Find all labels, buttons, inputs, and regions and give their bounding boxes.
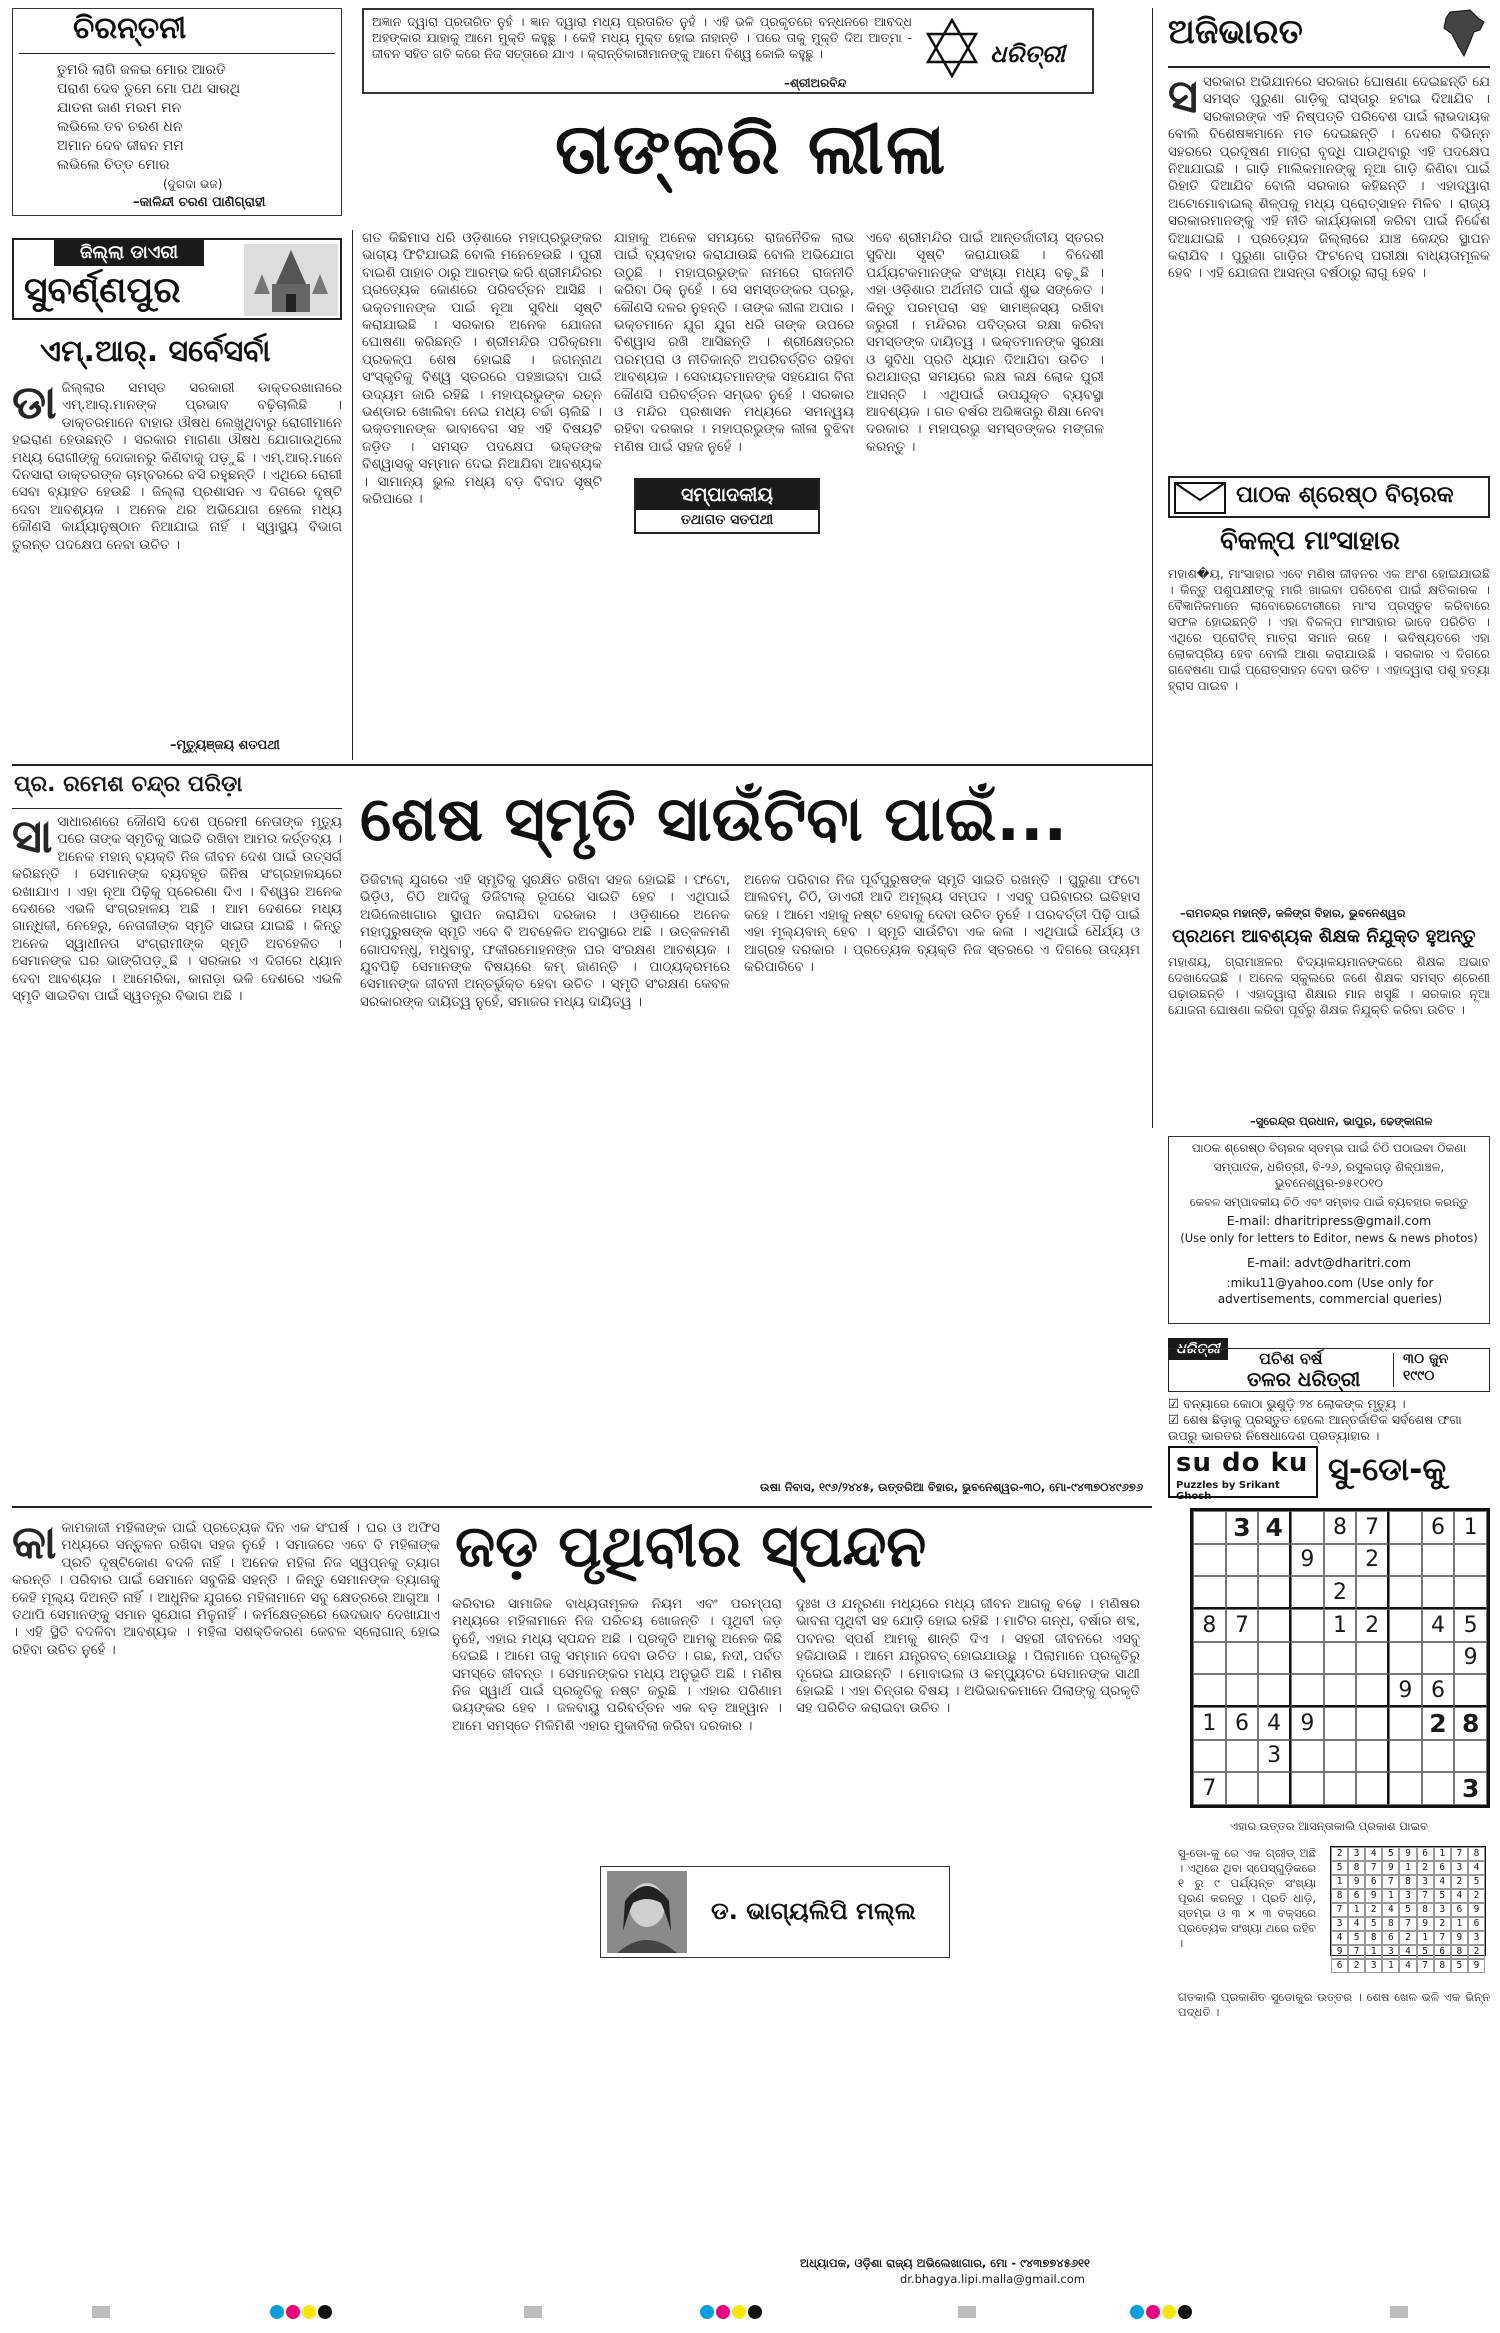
sudoku-cell: 3 (1226, 1511, 1259, 1544)
ajibharat-body (1168, 74, 1490, 466)
answer-cell: 8 (1468, 1847, 1485, 1861)
answer-cell: 3 (1348, 1847, 1365, 1861)
sudoku-cell (1324, 1674, 1357, 1707)
answer-cell: 6 (1468, 1917, 1485, 1931)
contact-box (1168, 1136, 1490, 1324)
chirantani-author: –କାଳିନ୍ଦୀ ଚରଣ ପାଣିଗ୍ରାହୀ (133, 195, 266, 210)
sudoku-cell: 9 (1454, 1642, 1487, 1675)
sudoku-cell (1226, 1772, 1259, 1805)
jada-dropcap: କା (12, 1520, 57, 1569)
letter2-body: ମହାଶୟ, ଗ୍ରାମାଞ୍ଚଳର ବିଦ୍ୟାଳୟମାନଙ୍କରେ ଶିକ୍ଷକ ଅଭାବ ଦେଖାଦେଇଛି । ଅନେକ ସ୍କୁଲରେ ଜଣେ ଶିକ୍ଷକ ସମସ୍ତ ଶ୍ରେଣୀ ପଢ଼ାଉଛନ୍ତି । ଏହାଦ୍ୱାରା ଶିକ୍ଷାର ମାନ ଖସୁଛି । ସରକାର ନୂଆ ଯୋଜନା ଘୋଷଣା କରିବା ପୂର୍ବରୁ ଶିକ୍ଷକ ନିଯୁକ୍ତି କରିବା ଉଚିତ । (1168, 954, 1490, 1017)
editorial-col2: ଯାହାକୁ ଅନେକ ସମୟରେ ରାଜନୈତିକ ଲାଭ ପାଇଁ ବ୍ୟବହାର କରାଯାଉଛି ବୋଲି ଅଭିଯୋଗ ଉଠୁଛି । ମହାପ୍ରଭୁଙ୍କ ନାମରେ ରାଜନୀତି କରିବା ଠିକ୍ ନୁହେଁ । ସେ ସମସ୍ତଙ୍କର ପ୍ରଭୁ, କୌଣସି ଦଳର ନୁହନ୍ତି । ତାଙ୍କ ଲୀଳା ଅପାର । ଭକ୍ତମାନେ ଯୁଗ ଯୁଗ ଧରି ତାଙ୍କ ଉପରେ ବିଶ୍ୱାସ ରଖି ଆସିଛନ୍ତି । ଶ୍ରୀକ୍ଷେତ୍ରର ପରମ୍ପରା ଓ ନୀତିକାନ୍ତି ଅପରିବର୍ତ୍ତିତ ରହିବା ଆବଶ୍ୟକ । ସେବାୟତମାନଙ୍କ ସହଯୋଗ ବିନା କୌଣସି ପରିବର୍ତ୍ତନ ସମ୍ଭବ ନୁହେଁ । ସରକାର ଓ ମନ୍ଦିର ପ୍ରଶାସନ ମଧ୍ୟରେ ସମନ୍ୱୟ ରହିବା ଦରକାର । ମହାପ୍ରଭୁଙ୍କ ଲୀଳା ବୁଝିବା ମଣିଷ ପାଇଁ ସହଜ ନୁହେଁ । (614, 230, 854, 455)
sudoku-cell (1454, 1740, 1487, 1773)
checkbox-icon: ☑ (1168, 1412, 1184, 1427)
contact-email3: :miku11@yahoo.com (Use only for advertisements, commercial queries) (1217, 1276, 1443, 1306)
answer-cell: 2 (1399, 1931, 1416, 1945)
sudoku-cell: 2 (1356, 1544, 1389, 1577)
sudoku-grid (1190, 1508, 1490, 1808)
answer-cell: 9 (1468, 1903, 1485, 1917)
answer-cell: 1 (1382, 1959, 1399, 1973)
anniversary-line1: ପଚିଶ ବର୍ଷ (1259, 1349, 1323, 1368)
editorial-col1: ଗତ କିଛିମାସ ଧରି ଓଡ଼ିଶାରେ ମହାପ୍ରଭୁଙ୍କର ଭାଗ୍ୟ ଫିଟିଯାଇଛି ବୋଲି ମନେହେଉଛି । ପୁରୀ ବାଇଶି ପାହାଚ ଠାରୁ ଆରମ୍ଭ କରି ଶ୍ରୀମନ୍ଦିରର ପ୍ରତ୍ୟେକ କୋଣରେ ପରିବର୍ତ୍ତନ ଆସିଛି । ଭକ୍ତମାନଙ୍କ ପାଇଁ ନୂଆ ସୁବିଧା ସୃଷ୍ଟି କରାଯାଇଛି । ସରକାର ଅନେକ ଯୋଜନା ଘୋଷଣା କରିଛନ୍ତି । ଶ୍ରୀମନ୍ଦିର ପରିକ୍ରମା ପ୍ରକଳ୍ପ ଶେଷ ହୋଇଛି । ଜଗନ୍ନାଥ ସଂସ୍କୃତିକୁ ବିଶ୍ୱ ସ୍ତରରେ ପହଞ୍ଚାଇବା ପାଇଁ ଉଦ୍ୟମ ଜାରି ରହିଛି । ମହାପ୍ରଭୁଙ୍କ ରତ୍ନ ଭଣ୍ଡାର ଖୋଲିବା ନେଇ ମଧ୍ୟ ଚର୍ଚ୍ଚା ଚାଲିଛି । ଭକ୍ତମାନଙ୍କ ଭାବାବେଗ ସହ ଏହି ବିଷୟଟି ଜଡ଼ିତ । ସମସ୍ତ ପଦକ୍ଷେପ ଭକ୍ତଙ୍କ ବିଶ୍ୱାସକୁ ସମ୍ମାନ ଦେଇ ନିଆଯିବା ଆବଶ୍ୟକ । ସାମାନ୍ୟ ଭୁଲ ମଧ୍ୟ ବଡ଼ ବିବାଦ ସୃଷ୍ଟି କରିପାରେ । (362, 230, 602, 508)
smriti-col1-text: ସାଧାରଣରେ କୌଣସି ଦେଶ ପ୍ରେମୀ ନେତାଙ୍କ ମୃତ୍ୟୁ ପରେ ତାଙ୍କ ସ୍ମୃତିକୁ ସାଇତି ରଖିବା ଆମର କର୍ତ୍ତବ୍ୟ । ଅନେକ ମହାନ୍ ବ୍ୟକ୍ତି ନିଜ ଜୀବନ ଦେଶ ପାଇଁ ଉତ୍ସର୍ଗ କରିଛନ୍ତି । ସେମାନଙ୍କ ବ୍ୟବହୃତ ଜିନିଷ ସଂଗ୍ରହାଳୟରେ ରଖାଯାଏ । ଏହା ନୂଆ ପିଢ଼ିକୁ ପ୍ରେରଣା ଦିଏ । ବିଶ୍ୱର ଅନେକ ଦେଶରେ ଏଭଳି ସଂଗ୍ରହାଳୟ ଅଛି । ଆମ ଦେଶରେ ମଧ୍ୟ ଗାନ୍ଧିଜୀ, ନେହେରୁ, ନେତାଜୀଙ୍କ ସ୍ମୃତି ସାଇତା ଯାଇଛି । କିନ୍ତୁ ଅନେକ ସ୍ୱାଧୀନତା ସଂଗ୍ରାମୀଙ୍କ ସ୍ମୃତି ଅବହେଳିତ । ସେମାନଙ୍କ ଘର ଭାଙ୍ଗିପଡ଼ୁଛି । ସରକାର ଏ ଦିଗରେ ଧ୍ୟାନ ଦେବା ଆବଶ୍ୟକ । ଆମେରିକା, କାନାଡ଼ା ଭଳି ଦେଶରେ ଏଭଳି ସ୍ମୃତି ସାଇତିବା ପାଇଁ ସ୍ୱତନ୍ତ୍ର ବିଭାଗ ଅଛି । (12, 814, 342, 1005)
sudoku-cell (1356, 1740, 1389, 1773)
sudoku-cell (1226, 1740, 1259, 1773)
sudoku-cell (1258, 1544, 1291, 1577)
print-bar (92, 2306, 110, 2318)
answer-cell: 8 (1365, 1931, 1382, 1945)
contact-email2: E-mail: advt@dharitri.com (1246, 1255, 1412, 1270)
answer-cell: 4 (1451, 1889, 1468, 1903)
sudoku-cell (1324, 1772, 1357, 1805)
answer-cell: 5 (1417, 1945, 1434, 1959)
sudoku-cell (1291, 1674, 1324, 1707)
sudoku-cell (1291, 1772, 1324, 1805)
smriti-dropcap: ସା (12, 814, 53, 863)
answer-cell: 3 (1434, 1903, 1451, 1917)
reader-title: ପାଠକ ଶ୍ରେଷ୍ଠ ବିଚାରକ (1236, 482, 1454, 508)
sudoku-cell (1389, 1642, 1422, 1675)
answer-cell: 8 (1451, 1945, 1468, 1959)
answer-cell: 7 (1417, 1959, 1434, 1973)
sudoku-cell: 8 (1324, 1511, 1357, 1544)
editorial-headline: ତାଙ୍କରି ଲୀଳା (555, 108, 948, 190)
district-diary-district: ସୁବର୍ଣ୍ଣପୁର (24, 270, 181, 311)
magenta-dot (1146, 2305, 1160, 2319)
ajibharat-banner (1168, 8, 1490, 60)
district-diary-headline: ଏମ୍.ଆର୍. ସର୍ବେସର୍ବା (40, 334, 271, 369)
jada-address: ଅଧ୍ୟାପକ, ଓଡ଼ିଶା ରାଜ୍ୟ ଅଭିଲେଖାଗାର, ମୋ - ୯୪୩୭୭୪୫୬୧୧ (800, 2256, 1091, 2270)
sudoku-cell: 6 (1226, 1707, 1259, 1740)
sudoku-header (1168, 1446, 1490, 1502)
sudoku-cell (1389, 1707, 1422, 1740)
answer-cell: 6 (1451, 1903, 1468, 1917)
editorial-col3: ଏବେ ଶ୍ରୀମନ୍ଦିର ପାଇଁ ଆନ୍ତର୍ଜାତୀୟ ସ୍ତରର ସୁବିଧା ସୃଷ୍ଟି କରାଯାଉଛି । ବିଦେଶୀ ପର୍ଯ୍ୟଟକମାନଙ୍କ ସଂଖ୍ୟା ମଧ୍ୟ ବଢ଼ୁଛି । ଏହା ଓଡ଼ିଶାର ଅର୍ଥନୀତି ପାଇଁ ଶୁଭ ସଙ୍କେତ । କିନ୍ତୁ ପରମ୍ପରା ସହ ସାମଞ୍ଜସ୍ୟ ରଖିବା ଜରୁରୀ । ମନ୍ଦିରର ପବିତ୍ରତା ରକ୍ଷା କରିବା ସମସ୍ତଙ୍କ ଦାୟିତ୍ୱ । ଭକ୍ତମାନଙ୍କ ସୁରକ୍ଷା ଓ ସୁବିଧା ପ୍ରତି ଧ୍ୟାନ ଦିଆଯିବା ଉଚିତ । ରଥଯାତ୍ରା ସମୟରେ ଲକ୍ଷ ଲକ୍ଷ ଲୋକ ପୁରୀ ଆସନ୍ତି । ଏଥିପାଇଁ ଉପଯୁକ୍ତ ବ୍ୟବସ୍ଥା ଆବଶ୍ୟକ । ଗତ ବର୍ଷର ଅଭିଜ୍ଞତାରୁ ଶିକ୍ଷା ନେବା ଦରକାର । ମହାପ୍ରଭୁ ସମସ୍ତଙ୍କର ମଙ୍ଗଳ କରନ୍ତୁ । (866, 230, 1104, 455)
sudoku-answer-note: ଏହାର ଉତ୍ତର ଆସନ୍ତାକାଲି ପ୍ରକାଶ ପାଇବ (1230, 1819, 1428, 1833)
sudoku-cell (1454, 1674, 1487, 1707)
ajibharat-dropcap: ସ (1168, 74, 1198, 123)
district-diary-text: ଜିଲ୍ଲାର ସମସ୍ତ ସରକାରୀ ଡାକ୍ତରଖାନାରେ ଏମ୍.ଆର୍.ମାନଙ୍କ ପ୍ରଭାବ ବଢ଼ିଚାଲିଛି । ଡାକ୍ତରମାନେ ବାହାର ଔଷଧ ଲେଖୁଥିବାରୁ ରୋଗୀମାନେ ହଇରାଣ ହେଉଛନ୍ତି । ସରକାର ମାଗଣା ଔଷଧ ଯୋଗାଉଥିଲେ ମଧ୍ୟ ରୋଗୀଙ୍କୁ ଦୋକାନରୁ କିଣିବାକୁ ପଡ଼ୁଛି । ଏମ୍.ଆର୍.ମାନେ ଦିନସାରା ଡାକ୍ତରଙ୍କ ଚାମ୍ବରରେ ବସି ରହୁଛନ୍ତି । ଏଥିରେ ରୋଗୀ ସେବା ବ୍ୟାହତ ହେଉଛି । ଜିଲ୍ଲା ପ୍ରଶାସନ ଏ ଦିଗରେ ଦୃଷ୍ଟି ଦେବା ଆବଶ୍ୟକ । ଅନେକ ଥର ଅଭିଯୋଗ ହେଲେ ମଧ୍ୟ କୌଣସି କାର୍ଯ୍ୟାନୁଷ୍ଠାନ ନିଆଯାଇ ନାହିଁ । ସ୍ୱାସ୍ଥ୍ୟ ବିଭାଗ ତୁରନ୍ତ ପଦକ୍ଷେପ ନେବା ଉଚିତ । (12, 380, 342, 553)
anniversary-box (1168, 1334, 1490, 1443)
district-diary-banner (12, 238, 342, 320)
cyan-dot (270, 2305, 284, 2319)
sudoku-answer-grid (1330, 1846, 1486, 1971)
ajibharat-title: ଅଜିଭାରତ (1168, 12, 1303, 52)
reader-banner (1168, 476, 1490, 518)
sudoku-cell: 8 (1193, 1609, 1226, 1642)
sudoku-cell: 9 (1291, 1707, 1324, 1740)
answer-cell: 9 (1348, 1875, 1365, 1889)
letter1-author: –ରାମଚନ୍ଦ୍ର ମହାନ୍ତି, କଳିଙ୍ଗ ବିହାର, ଭୁବନେଶ୍ୱର (1180, 906, 1406, 920)
sudoku-cell (1258, 1674, 1291, 1707)
answer-cell: 2 (1451, 1875, 1468, 1889)
sudoku-cell (1389, 1544, 1422, 1577)
answer-cell: 6 (1417, 1847, 1434, 1861)
smriti-col1 (12, 814, 342, 1500)
chirantani-title: ଚିରନ୍ତନୀ (73, 11, 187, 46)
black-dot (1178, 2305, 1192, 2319)
answer-cell: 2 (1348, 1959, 1365, 1973)
contact-note: କେବଳ ସମ୍ପାଦକୀୟ ଚିଠି ଏବଂ ସମ୍ବାଦ ପାଇଁ ବ୍ୟବହାର କରନ୍ତୁ (1189, 1195, 1469, 1209)
answer-cell: 5 (1382, 1847, 1399, 1861)
top-quote-text: ଅଜ୍ଞାନ ଦ୍ୱାରା ପ୍ରତାରିତ ନୁହଁ । ଜ୍ଞାନ ଦ୍ୱାରା ମଧ୍ୟ ପ୍ରତାରିତ ନୁହଁ । ଏହି ଭଳି ପ୍ରକୃତରେ ବନ୍ଧନରେ ଆବଦ୍ଧ ଅହଙ୍କାର ଯାହାକୁ ଆମେ ମୁକ୍ତି କହୁଛୁ । କେହି ମଧ୍ୟ ମୁକ୍ତ ହୋଇ ନାହାନ୍ତି । ପରେ ତାକୁ ମୁକ୍ତି ଦିଅ ଆତ୍ମା - ଜୀବନ ସହିତ ଗତି କରେ ନିଜ ସତ୍ତାରେ ଯାଏ । କ୍ରାନ୍ତିକାରୀମାନଙ୍କୁ ଆମେ ବିଶ୍ୱ କୋଲି କହୁଛୁ । (372, 14, 912, 61)
jada-col3: ଦୁଃଖ ଓ ଯନ୍ତ୍ରଣା ମଧ୍ୟରେ ମଧ୍ୟ ଜୀବନ ଆଗକୁ ବଢ଼େ । ମଣିଷର ଭାବନା ପୃଥିବୀ ସହ ଯୋଡ଼ି ହୋଇ ରହିଛି । ମାଟିର ଗନ୍ଧ, ବର୍ଷାର ଶବ୍ଦ, ପବନର ସ୍ପର୍ଶ ଆମକୁ ଶାନ୍ତି ଦିଏ । ସହରୀ ଜୀବନରେ ଏସବୁ ହଜିଯାଉଛି । ଆମେ ଯନ୍ତ୍ରବତ୍ ହୋଇଯାଉଛୁ । ପିଲାମାନେ ପ୍ରକୃତିରୁ ଦୂରେଇ ଯାଉଛନ୍ତି । ମୋବାଇଲ ଓ କମ୍ପ୍ୟୁଟର ସେମାନଙ୍କ ସାଥୀ ହୋଇଛି । ଏହା ଚିନ୍ତାର ବିଷୟ । ଅଭିଭାବକମାନେ ପିଲାଙ୍କୁ ପ୍ରକୃତି ସହ ପରିଚିତ କରାଇବା ଉଚିତ । (796, 1596, 1140, 1717)
ajibharat-text: ସରକାର ଅଭିଯାନରେ ସରକାର ଘୋଷଣା ଦେଇଛନ୍ତି ଯେ ସମସ୍ତ ପୁରୁଣା ଗାଡ଼ିକୁ ରାସ୍ତାରୁ ହଟାଇ ଦିଆଯିବ । ସରକାରଙ୍କ ଏହି ନିଷ୍ପତ୍ତି ପରିବେଶ ପାଇଁ ଲାଭଦାୟକ ବୋଲି ବିଶେଷଜ୍ଞମାନେ ମତ ଦେଇଛନ୍ତି । ଦେଶର ବିଭିନ୍ନ ସହରରେ ପ୍ରଦୂଷଣ ମାତ୍ରା ବୃଦ୍ଧି ପାଉଥିବାରୁ ଏହି ପଦକ୍ଷେପ ନିଆଯାଇଛି । ଗାଡ଼ି ମାଲିକମାନଙ୍କୁ ନୂଆ ଗାଡ଼ି କିଣିବା ପାଇଁ ରିହାତି ଦିଆଯିବ ବୋଲି ସରକାର କହିଛନ୍ତି । ଏହାଦ୍ୱାରା ଅଟୋମୋବାଇଲ୍ ଶିଳ୍ପକୁ ମଧ୍ୟ ପ୍ରୋତ୍ସାହନ ମିଳିବ । ରାଜ୍ୟ ସରକାରମାନଙ୍କୁ ଏହି ନୀତି କାର୍ଯ୍ୟକାରୀ କରିବା ପାଇଁ ନିର୍ଦ୍ଦେଶ ଦିଆଯାଇଛି । ପ୍ରତ୍ୟେକ ଜିଲ୍ଲାରେ ଯାଞ୍ଚ କେନ୍ଦ୍ର ସ୍ଥାପନ କରାଯିବ । ପୁରୁଣା ଗାଡ଼ିର ଫିଟନେସ୍ ପରୀକ୍ଷା ବାଧ୍ୟତାମୂଳକ ହେବ । ଏହି ଯୋଜନା ଆସନ୍ତା ବର୍ଷଠାରୁ ଲାଗୁ ହେବ । (1168, 74, 1490, 282)
answer-cell: 4 (1348, 1917, 1365, 1931)
sudoku-cell (1193, 1674, 1226, 1707)
smriti-headline: ଶେଷ ସ୍ମୃତି ସାଉଁଟିବା ପାଇଁ... (360, 782, 1068, 855)
contact-intro: ପାଠକ ଶ୍ରେଷ୍ଠ ବିଚାରକ ସ୍ତମ୍ଭ ପାଇଁ ଚିଠି ପଠାଇବା ଠିକଣା (1191, 1141, 1467, 1155)
district-diary-label: ଜିଲ୍ଲା ଡାଏରୀ (54, 240, 204, 266)
answer-cell: 2 (1331, 1847, 1348, 1861)
sudoku-instructions: ସୁ-ଡୋ-କୁ ରେ ଏକ ଗ୍ରୀଡ୍ ଅଛି । ଏଥିରେ ଥିବା ସ୍ପେସ୍‌ଗୁଡ଼ିକରେ ୧ ରୁ ୯ ପର୍ଯ୍ୟନ୍ତ ସଂଖ୍ୟା ପୂରଣ କରନ୍ତୁ । ପ୍ରତି ଧାଡ଼ି, ସ୍ତମ୍ଭ ଓ ୩ × ୩ ବକ୍ସରେ ପ୍ରତ୍ୟେକ ସଂଖ୍ୟା ଥରେ ରହିବ । (1178, 1846, 1316, 1950)
sudoku-cell (1324, 1642, 1357, 1675)
india-map-icon (1440, 8, 1488, 64)
chirantani-rule (19, 53, 335, 54)
answer-cell: 9 (1365, 1889, 1382, 1903)
answer-cell: 6 (1331, 1959, 1348, 1973)
sudoku-brand-box (1168, 1446, 1318, 1502)
answer-cell: 9 (1331, 1945, 1348, 1959)
sudoku-cell: 4 (1422, 1609, 1455, 1642)
jada-author-box (600, 1866, 950, 1958)
jada-author: ଡ. ଭାଗ୍ୟଲିପି ମଲ୍ଲ (711, 1897, 916, 1925)
contact-email1: E-mail: dharitripress@gmail.com (1226, 1213, 1432, 1228)
editorial-left-rule (352, 230, 353, 760)
smriti-col3: ଅନେକ ପରିବାର ନିଜ ପୂର୍ବପୁରୁଷଙ୍କ ସ୍ମୃତି ସାଇତି ରଖନ୍ତି । ପୁରୁଣା ଫଟୋ ଆଲବମ୍, ଚିଠି, ଡାଏରୀ ଆଦି ଅମୂଲ୍ୟ ସମ୍ପଦ । ଏସବୁ ପରିବାରର ଇତିହାସ କହେ । ଆମେ ଏହାକୁ ନଷ୍ଟ ହେବାକୁ ଦେବା ଉଚିତ ନୁହେଁ । ପରବର୍ତ୍ତୀ ପିଢ଼ି ପାଇଁ ଏହା ମୂଲ୍ୟବାନ୍ ହେବ । ସ୍ମୃତି ସାଉଁଟିବା ଏକ କଳା । ଏଥିପାଇଁ ଧୈର୍ଯ୍ୟ ଓ ଆଗ୍ରହ ଦରକାର । ପ୍ରତ୍ୟେକ ବ୍ୟକ୍ତି ନିଜ ସ୍ତରରେ ଏ ଦିଗରେ ଉଦ୍ୟମ କରିପାରିବେ । (744, 872, 1140, 976)
sudoku-cell: 1 (1193, 1707, 1226, 1740)
top-quote-author: –ଶ୍ରୀଅରବିନ୍ଦ (784, 76, 847, 90)
letter1-title: ବିକଳ୍ପ ମାଂସାହାର (1220, 526, 1400, 556)
answer-cell: 5 (1348, 1931, 1365, 1945)
jada-headline: ଜଡ଼ ପୃଥିବୀର ସ୍ପନ୍ଦନ (455, 1512, 927, 1580)
sudoku-cell (1454, 1544, 1487, 1577)
answer-cell: 9 (1399, 1847, 1416, 1861)
chirantani-source: (ଦୁଗଦା ଭଜ) (163, 177, 223, 191)
answer-cell: 3 (1417, 1875, 1434, 1889)
answer-cell: 8 (1434, 1959, 1451, 1973)
checkbox-icon: ☑ (1168, 1396, 1184, 1411)
answer-cell: 2 (1417, 1861, 1434, 1875)
sudoku-cell (1291, 1740, 1324, 1773)
answer-cell: 8 (1382, 1917, 1399, 1931)
answer-cell: 9 (1382, 1861, 1399, 1875)
sudoku-cell (1422, 1642, 1455, 1675)
letter1-body: ମହାଶ�ୟ, ମାଂସାହାର ଏବେ ମଣିଷ ଜୀବନର ଏକ ଅଂଶ ହୋଇଯାଇଛି । କିନ୍ତୁ ପଶୁପକ୍ଷୀଙ୍କୁ ମାରି ଖାଇବା ପରିବେଶ ପାଇଁ କ୍ଷତିକାରକ । ବୈଜ୍ଞାନିକମାନେ ଲାବୋରେଟୋରୀରେ ମାଂସ ପ୍ରସ୍ତୁତ କରିବାରେ ସଫଳ ହୋଇଛନ୍ତି । ଏହା ବିକଳ୍ପ ମାଂସାହାର ଭାବେ ପରିଚିତ । ଏଥିରେ ପ୍ରୋଟିନ୍ ମାତ୍ରା ସମାନ ରହେ । ଭବିଷ୍ୟତରେ ଏହା ଲୋକପ୍ରିୟ ହେବ ବୋଲି ଆଶା କରାଯାଉଛି । ସରକାର ଏ ଦିଗରେ ଗବେଷଣା ପାଇଁ ପ୍ରୋତ୍ସାହନ ଦେବା ଉଚିତ । ଏହାଦ୍ୱାରା ପଶୁ ହତ୍ୟା ହ୍ରାସ ପାଇବ । (1168, 566, 1490, 693)
editorial-editor: ତଥାଗତ ସତପଥୀ (680, 512, 774, 528)
answer-cell: 6 (1348, 1889, 1365, 1903)
sudoku-cell (1324, 1740, 1357, 1773)
anniversary-item1-text: ବନ୍ୟାରେ କୋଠା ଭୁଶୁଡ଼ି ୨୪ ଲୋକଙ୍କ ମୃତ୍ୟୁ । (1183, 1396, 1406, 1411)
answer-cell: 4 (1434, 1875, 1451, 1889)
sudoku-cell (1291, 1609, 1324, 1642)
anniversary-item1 (1168, 1396, 1490, 1412)
print-bar (958, 2306, 976, 2318)
yellow-dot (302, 2305, 316, 2319)
answer-cell: 5 (1399, 1903, 1416, 1917)
sudoku-cell: 2 (1324, 1576, 1357, 1609)
answer-cell: 3 (1468, 1931, 1485, 1945)
answer-cell: 2 (1434, 1917, 1451, 1931)
sudoku-cell (1389, 1609, 1422, 1642)
answer-cell: 4 (1399, 1959, 1416, 1973)
chirantani-poem: ତୁମରି ଲାଗି ଜଳଇ ମୋର ଆରତି ପରାଣ ଦେବ ତୁମେ ମୋ ପଥ ସାରଥି ଯାତନା ଜାଣ ମରମ ମନ ଲଭିଲେ ତବ ଚରଣ ଧନ ଅମାନ ଦେବ ଜୀବନ ମମ ଲଭିଲେ ଚିତ୍ତ ମୋର (57, 62, 241, 173)
sudoku-cell (1226, 1576, 1259, 1609)
sudoku-cell: 7 (1356, 1511, 1389, 1544)
editorial-right-rule (1152, 8, 1153, 1128)
answer-cell: 9 (1468, 1959, 1485, 1973)
letter2-author: –ସୁରେନ୍ଦ୍ର ପ୍ରଧାନ, ଭାପୁର, ଢେଙ୍କାନାଳ (1250, 1114, 1433, 1128)
sudoku-cell (1193, 1642, 1226, 1675)
sudoku-cell (1422, 1576, 1455, 1609)
answer-cell: 7 (1348, 1945, 1365, 1959)
smriti-top-rule (12, 764, 1152, 766)
sudoku-cell (1193, 1511, 1226, 1544)
jada-top-rule (12, 1506, 1152, 1508)
answer-cell: 8 (1417, 1903, 1434, 1917)
sudoku-cell (1389, 1740, 1422, 1773)
sudoku-cell (1291, 1642, 1324, 1675)
answer-cell: 1 (1399, 1861, 1416, 1875)
answer-cell: 5 (1331, 1861, 1348, 1875)
sudoku-cell: 7 (1193, 1772, 1226, 1805)
jada-email: dr.bhagya.lipi.malla@gmail.com (900, 2272, 1085, 2286)
cyan-dot (700, 2305, 714, 2319)
sudoku-cell (1324, 1544, 1357, 1577)
yellow-dot (1162, 2305, 1176, 2319)
sudoku-cell: 4 (1258, 1511, 1291, 1544)
sudoku-cell (1356, 1674, 1389, 1707)
answer-cell: 9 (1417, 1917, 1434, 1931)
anniversary-item2 (1168, 1412, 1490, 1444)
answer-cell: 4 (1365, 1847, 1382, 1861)
anniversary-item2-text: ଶେଷ ଛିଡ଼ାକୁ ପ୍ରସ୍ତୁତ ହେଲେ ଆନ୍ତର୍ଜାତିକ ସର୍ବଶେଷ ଫଗା ଉପରୁ ଭାରତର ନିଷେଧାଦେଶ ପ୍ରତ୍ୟାହାର । (1168, 1412, 1462, 1443)
contact-address: ସମ୍ପାଦକ, ଧରିତ୍ରୀ, ବି-୨୬, ରସୁଲଗଡ଼ ଶିଳ୍ପାଞ୍ଚଳ, ଭୁବନେଶ୍ୱର-୭୫୧୦୧୦ (1213, 1160, 1445, 1190)
jada-col1-text: କାମକାଜୀ ମହିଳାଙ୍କ ପାଇଁ ପ୍ରତ୍ୟେକ ଦିନ ଏକ ସଂଘର୍ଷ । ଘର ଓ ଅଫିସ ମଧ୍ୟରେ ସନ୍ତୁଳନ ରଖିବା ସହଜ ନୁହେଁ । ସମାଜରେ ଏବେ ବି ମହିଳାଙ୍କ ପ୍ରତି ଦୃଷ୍ଟିକୋଣ ବଦଳି ନାହିଁ । ଅନେକ ମହିଳା ନିଜ ସ୍ୱପ୍ନକୁ ତ୍ୟାଗ କରନ୍ତି । ପରିବାର ପାଇଁ ସେମାନେ ସବୁକିଛି ସହନ୍ତି । କିନ୍ତୁ ସେମାନଙ୍କ ତ୍ୟାଗକୁ କେହି ମୂଲ୍ୟ ଦିଅନ୍ତି ନାହିଁ । ଆଧୁନିକ ଯୁଗରେ ମହିଳାମାନେ ସବୁ କ୍ଷେତ୍ରରେ ଆଗୁଆ । ତଥାପି ସେମାନଙ୍କୁ ସମାନ ସୁଯୋଗ ମିଳୁନାହିଁ । କର୍ମକ୍ଷେତ୍ରରେ ଭେଦଭାବ ଦେଖାଯାଏ । ଏହି ସ୍ଥିତି ବଦଳିବା ଆବଶ୍ୟକ । ମହିଳା ସଶକ୍ତିକରଣ କେବଳ ସ୍ଲୋଗାନ୍ ହୋଇ ରହିବା ଉଚିତ ନୁହେଁ । (12, 1520, 440, 1658)
answer-cell: 6 (1434, 1861, 1451, 1875)
sudoku-subtitle: Puzzles by Srikant Ghosh (1176, 1480, 1280, 1502)
black-dot (318, 2305, 332, 2319)
magenta-dot (286, 2305, 300, 2319)
magenta-dot (716, 2305, 730, 2319)
sudoku-cell: 1 (1324, 1609, 1357, 1642)
answer-cell: 7 (1434, 1931, 1451, 1945)
sudoku-cell: 3 (1258, 1740, 1291, 1773)
sudoku-cell (1389, 1511, 1422, 1544)
answer-cell: 4 (1331, 1931, 1348, 1945)
answer-cell: 7 (1382, 1875, 1399, 1889)
sudoku-cell (1193, 1576, 1226, 1609)
letter2-title: ପ୍ରଥମେ ଆବଶ୍ୟକ ଶିକ୍ଷକ ନିଯୁକ୍ତ ହୁଅନ୍ତୁ (1172, 926, 1476, 947)
sudoku-cell: 6 (1422, 1674, 1455, 1707)
answer-cell: 4 (1382, 1903, 1399, 1917)
district-diary-dropcap: ଡା (12, 380, 57, 429)
answer-cell: 1 (1417, 1931, 1434, 1945)
sudoku-cell: 8 (1454, 1707, 1487, 1740)
district-diary-body (12, 380, 342, 734)
sudoku-cell (1356, 1707, 1389, 1740)
smriti-address: ଉଷା ନିବାସ, ୧୯୬/୨୪୪୫, ଉତ୍ତରିଆ ବିହାର, ଭୁବନେଶ୍ୱର-୩୦, ମୋ-୯୪୩୭୦୪୯୬୭୬ (760, 1480, 1144, 1494)
answer-cell: 8 (1399, 1875, 1416, 1889)
answer-cell: 7 (1417, 1889, 1434, 1903)
answer-cell: 3 (1382, 1945, 1399, 1959)
sudoku-cell (1356, 1576, 1389, 1609)
answer-cell: 1 (1451, 1917, 1468, 1931)
sudoku-odia-title: ସୁ-ଡୋ-କୁ (1328, 1450, 1447, 1488)
sudoku-cell: 5 (1454, 1609, 1487, 1642)
answer-cell: 5 (1468, 1875, 1485, 1889)
smriti-byline-rule (12, 808, 342, 809)
answer-cell: 3 (1331, 1917, 1348, 1931)
sudoku-cell (1193, 1544, 1226, 1577)
sudoku-cell: 2 (1422, 1707, 1455, 1740)
answer-cell: 7 (1451, 1847, 1468, 1861)
answer-cell: 4 (1468, 1861, 1485, 1875)
district-diary-author: –ମୃତ୍ୟୁଞ୍ଜୟ ଶତପଥୀ (170, 738, 280, 753)
ajibharat-rule (1168, 66, 1490, 68)
cyan-dot (1130, 2305, 1144, 2319)
answer-cell: 2 (1468, 1945, 1485, 1959)
sudoku-cell (1258, 1772, 1291, 1805)
answer-cell: 2 (1365, 1903, 1382, 1917)
sudoku-cell (1356, 1772, 1389, 1805)
answer-cell: 7 (1399, 1917, 1416, 1931)
sudoku-cell (1226, 1642, 1259, 1675)
top-quote-box (362, 8, 1094, 94)
contact-email1-note: (Use only for letters to Editor, news & news photos) (1180, 1231, 1478, 1245)
star-icon (924, 18, 980, 84)
sudoku-cell: 3 (1454, 1772, 1487, 1805)
print-bar (1390, 2306, 1408, 2318)
sudoku-cell (1389, 1576, 1422, 1609)
sudoku-cell: 1 (1454, 1511, 1487, 1544)
answer-cell: 6 (1382, 1931, 1399, 1945)
sudoku-cell: 2 (1356, 1609, 1389, 1642)
sudoku-cell (1422, 1772, 1455, 1805)
answer-cell: 3 (1365, 1959, 1382, 1973)
anniversary-logo: ଧରିତ୍ରୀ (1168, 1338, 1228, 1360)
sudoku-cell (1422, 1544, 1455, 1577)
sudoku-cell (1356, 1642, 1389, 1675)
sudoku-cell (1422, 1740, 1455, 1773)
author-photo (607, 1871, 687, 1953)
sudoku-cell (1258, 1642, 1291, 1675)
answer-cell: 7 (1365, 1861, 1382, 1875)
answer-cell: 8 (1331, 1889, 1348, 1903)
answer-cell: 1 (1348, 1903, 1365, 1917)
sudoku-cell (1258, 1576, 1291, 1609)
answer-cell: 4 (1399, 1945, 1416, 1959)
print-bar (524, 2306, 542, 2318)
anniversary-divider (1393, 1353, 1394, 1387)
answer-cell: 3 (1399, 1889, 1416, 1903)
sudoku-cell (1193, 1740, 1226, 1773)
answer-cell: 5 (1451, 1959, 1468, 1973)
sudoku-brand: su do ku (1176, 1448, 1309, 1478)
answer-cell: 3 (1451, 1861, 1468, 1875)
answer-cell: 5 (1365, 1917, 1382, 1931)
answer-cell: 1 (1365, 1945, 1382, 1959)
sudoku-cell (1454, 1576, 1487, 1609)
sudoku-cell: 4 (1258, 1707, 1291, 1740)
sudoku-cell: 9 (1291, 1544, 1324, 1577)
smriti-byline: ପ୍ର. ରମେଶ ଚନ୍ଦ୍ର ପରିଡ଼ା (14, 772, 243, 797)
answer-cell: 9 (1451, 1931, 1468, 1945)
anniversary-line2: ତଳର ଧରିତ୍ରୀ (1247, 1367, 1361, 1391)
sudoku-cell: 6 (1422, 1511, 1455, 1544)
answer-cell: 2 (1468, 1889, 1485, 1903)
answer-cell: 7 (1331, 1903, 1348, 1917)
temple-icon (244, 244, 338, 320)
answer-cell: 1 (1382, 1889, 1399, 1903)
sudoku-footer: ଗତକାଲି ପ୍ରକାଶିତ ସୁଡୋକୁର ଉତ୍ତର । ଶେଷ ଖେଳ ଭଳି ଏକ ଭିନ୍ନ ପଦ୍ଧତି । (1178, 1990, 1490, 2019)
editorial-tag-box (634, 478, 820, 534)
sudoku-cell: 7 (1226, 1609, 1259, 1642)
sudoku-cell (1258, 1609, 1291, 1642)
anniversary-frame (1168, 1348, 1490, 1392)
answer-cell: 1 (1434, 1847, 1451, 1861)
sudoku-cell: 9 (1389, 1674, 1422, 1707)
answer-cell: 6 (1434, 1945, 1451, 1959)
answer-cell: 1 (1331, 1875, 1348, 1889)
envelope-icon (1174, 482, 1226, 518)
chirantani-box (12, 8, 342, 216)
jada-col1 (12, 1520, 440, 2280)
top-quote-logo: ଧରିତ୍ରୀ (990, 40, 1065, 68)
sudoku-cell (1226, 1674, 1259, 1707)
answer-cell: 6 (1365, 1875, 1382, 1889)
yellow-dot (732, 2305, 746, 2319)
editorial-tag: ସମ୍ପାଦକୀୟ (636, 480, 818, 510)
answer-cell: 5 (1434, 1889, 1451, 1903)
sudoku-cell (1324, 1707, 1357, 1740)
anniversary-date: ୩୦ ଜୁନ ୧୯୯୦ (1403, 1351, 1449, 1384)
answer-cell: 8 (1348, 1861, 1365, 1875)
sudoku-cell (1291, 1576, 1324, 1609)
smriti-col2: ଡିଜିଟାଲ୍ ଯୁଗରେ ଏହି ସ୍ମୃତିକୁ ସୁରକ୍ଷିତ ରଖିବା ସହଜ ହୋଇଛି । ଫଟୋ, ଭିଡ଼ିଓ, ଚିଠି ଆଦିକୁ ଡିଜିଟାଲ୍ ରୂପରେ ସାଇତି ହେବ । ଏଥିପାଇଁ ଅଭିଲେଖାଗାର ସ୍ଥାପନ କରାଯିବା ଦରକାର । ଓଡ଼ିଶାରେ ଅନେକ ମହାପୁରୁଷଙ୍କ ସ୍ମୃତି ଏବେ ବି ଅବହେଳିତ ଅବସ୍ଥାରେ ଅଛି । ଉତ୍କଳମଣି ଗୋପବନ୍ଧୁ, ମଧୁବାବୁ, ଫକୀରମୋହନଙ୍କ ଘର ସଂରକ୍ଷଣ ଆବଶ୍ୟକ । ଯୁବପିଢ଼ି ସେମାନଙ୍କ ବିଷୟରେ କମ୍ ଜାଣନ୍ତି । ପାଠ୍ୟକ୍ରମରେ ସେମାନଙ୍କ ଜୀବନୀ ଅନ୍ତର୍ଭୁକ୍ତ ହେବା ଉଚିତ । ସ୍ମୃତି ସଂରକ୍ଷଣ କେବଳ ସରକାରଙ୍କ ଦାୟିତ୍ୱ ନୁହେଁ, ସମାଜର ମଧ୍ୟ ଦାୟିତ୍ୱ । (360, 872, 730, 1010)
sudoku-cell (1389, 1772, 1422, 1805)
sudoku-cell (1226, 1544, 1259, 1577)
black-dot (748, 2305, 762, 2319)
jada-col2: କରିବାର ସାମାଜିକ ବାଧ୍ୟତାମୂଳକ ନିୟମ ଏବଂ ପରମ୍ପରା ମଧ୍ୟରେ ମହିଳାମାନେ ନିଜ ପରିଚୟ ଖୋଜନ୍ତି । ପୃଥିବୀ ଜଡ଼ ନୁହେଁ, ଏହାର ମଧ୍ୟ ସ୍ପନ୍ଦନ ଅଛି । ପ୍ରକୃତି ଆମକୁ ଅନେକ କିଛି ଦେଇଛି । ଆମେ ତାକୁ ସମ୍ମାନ ଦେବା ଉଚିତ । ଗଛ, ନଦୀ, ପର୍ବତ ସମସ୍ତେ ଜୀବନ୍ତ । ସେମାନଙ୍କର ମଧ୍ୟ ଅନୁଭୂତି ଅଛି । ମଣିଷ ନିଜ ସ୍ୱାର୍ଥ ପାଇଁ ପ୍ରକୃତିକୁ ନଷ୍ଟ କରୁଛି । ଏହାର ପରିଣାମ ଭୟଙ୍କର ହେବ । ଜଳବାୟୁ ପରିବର୍ତ୍ତନ ଏକ ବଡ଼ ଆହ୍ୱାନ । ଆମେ ସମସ୍ତେ ମିଳିମିଶି ଏହାର ମୁକାବିଲା କରିବା ଦରକାର । (452, 1596, 782, 1734)
sudoku-cell (1291, 1511, 1324, 1544)
